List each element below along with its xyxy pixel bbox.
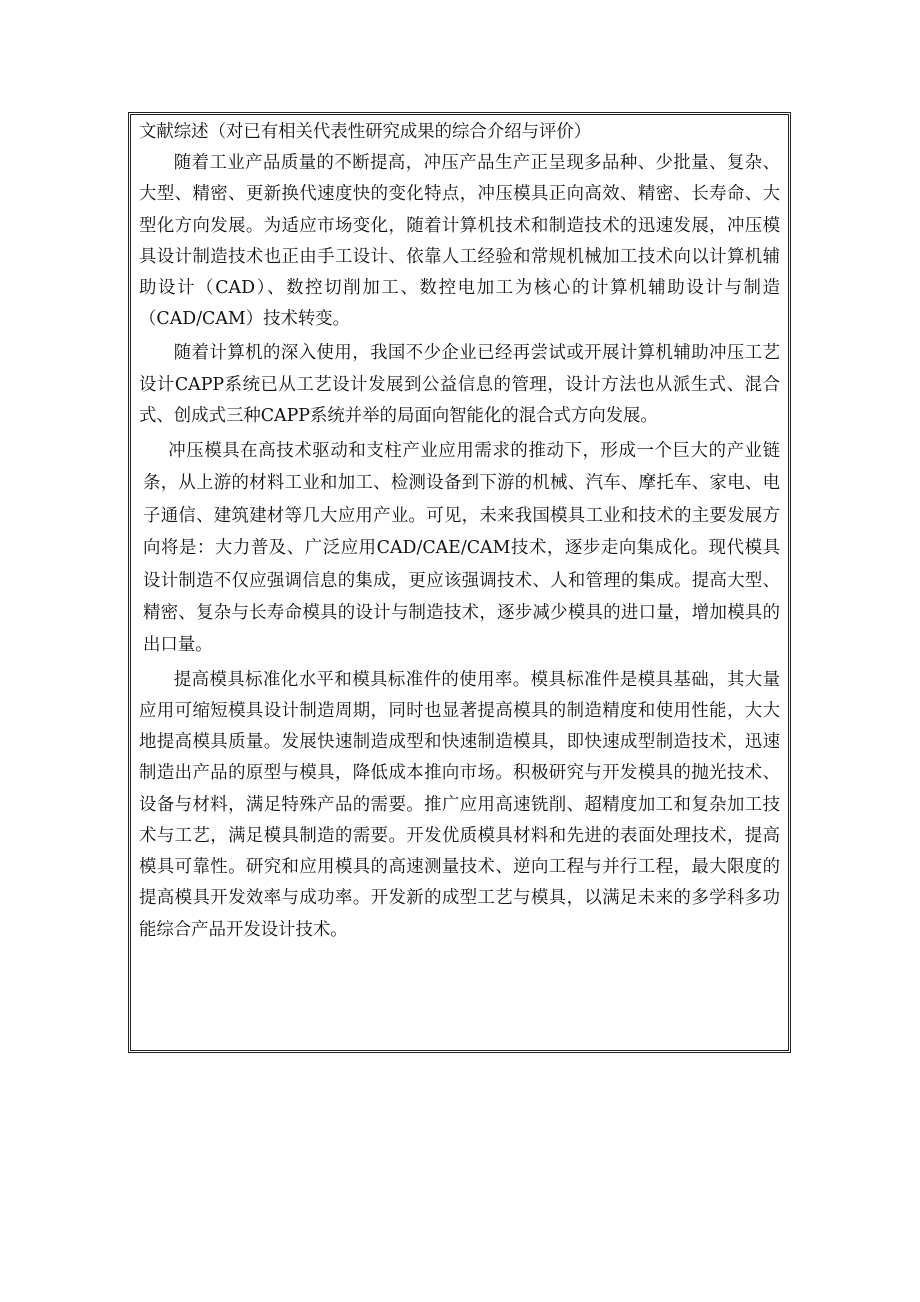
paragraph-2: 随着计算机的深入使用，我国不少企业已经再尝试或开展计算机辅助冲压工艺设计CAPP系统已从工艺设计发展到公益信息的管理，设计方法也从派生式、混合式、创成式三种CAPP系统并举的局面向智能化的混合式方向发展。 bbox=[139, 343, 780, 426]
section-heading: 文献综述（对已有相关代表性研究成果的综合介绍与评价） bbox=[139, 122, 592, 142]
paragraph-1: 随着工业产品质量的不断提高，冲压产品生产正呈现多品种、少批量、复杂、大型、精密、更新换代速度快的变化特点，冲压模具正向高效、精密、长寿命、大型化方向发展。为适应市场变化，随着计算机技术和制造技术的迅速发展，冲压模具设计制造技术也正由手工设计、依靠人工经验和常规机械加工技术向以计算机辅助设计（CAD）、数控切削加工、数控电加工为核心的计算机辅助设计与制造（CAD/CAM）技术转变。 bbox=[139, 153, 780, 330]
paragraph-4: 提高模具标准化水平和模具标准件的使用率。模具标准件是模具基础，其大量应用可缩短模具设计制造周期，同时也显著提高模具的制造精度和使用性能，大大地提高模具质量。发展快速制造成型和快速制造模具，即快速成型制造技术，迅速制造出产品的原型与模具，降低成本推向市场。积极研究与开发模具的抛光技术、设备与材料，满足特殊产品的需要。推广应用高速铣削、超精度加工和复杂加工技术与工艺，满足模具制造的需要。开发优质模具材料和先进的表面处理技术，提高模具可靠性。研究和应用模具的高速测量技术、逆向工程与并行工程，最大限度的提高模具开发效率与成功率。开发新的成型工艺与模具，以满足未来的多学科多功能综合产品开发设计技术。 bbox=[139, 669, 780, 940]
literature-review-content bbox=[139, 117, 780, 1042]
paragraph-3: 冲压模具在高技术驱动和支柱产业应用需求的推动下，形成一个巨大的产业链条，从上游的材料工业和加工、检测设备到下游的机械、汽车、摩托车、家电、电子通信、建筑建材等几大应用产业。可见，未来我国模具工业和技术的主要发展方向将是：大力普及、广泛应用CAD/CAE/CAM技术，逐步走向集成化。现代模具设计制造不仅应强调信息的集成，更应该强调技术、人和管理的集成。提高大型、精密、复杂与长寿命模具的设计与制造技术，逐步减少模具的进口量，增加模具的出口量。 bbox=[143, 441, 780, 656]
literature-review-box bbox=[128, 112, 791, 1053]
